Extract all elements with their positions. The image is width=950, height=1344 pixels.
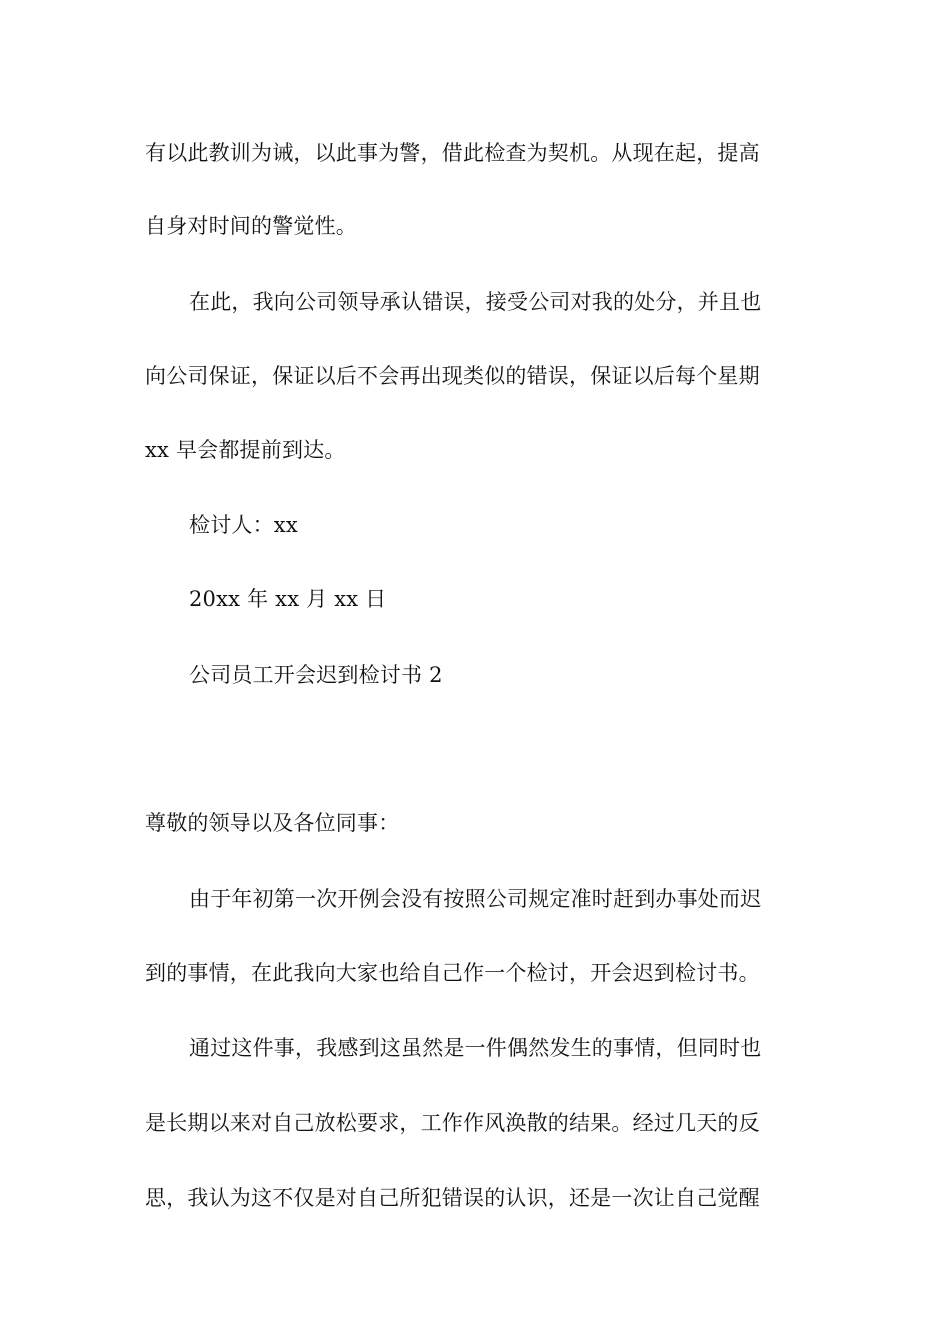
signature-author: 检讨人：xx (189, 513, 298, 537)
paragraph-start-line: 在此，我向公司领导承认错误，接受公司对我的处分，并且也 (189, 290, 762, 314)
section-heading: 公司员工开会迟到检讨书 2 (189, 663, 443, 687)
body-text-line: 自身对时间的警觉性。 (145, 214, 357, 238)
body-text-line: 到的事情，在此我向大家也给自己作一个检讨，开会迟到检讨书。 (145, 961, 760, 985)
paragraph-start-line: 通过这件事，我感到这虽然是一件偶然发生的事情，但同时也 (189, 1036, 762, 1060)
paragraph-start-line: 由于年初第一次开例会没有按照公司规定准时赶到办事处而迟 (189, 887, 762, 911)
body-text-line: 向公司保证，保证以后不会再出现类似的错误，保证以后每个星期 (145, 364, 760, 388)
body-text-line: 是长期以来对自己放松要求，工作作风涣散的结果。经过几天的反 (145, 1111, 760, 1135)
body-text-line: 有以此教训为诫，以此事为警，借此检查为契机。从现在起，提高 (145, 141, 760, 165)
signature-date: 20xx 年 xx 月 xx 日 (189, 587, 387, 611)
body-text-line: xx 早会都提前到达。 (145, 438, 346, 462)
salutation: 尊敬的领导以及各位同事： (145, 811, 400, 835)
body-text-line: 思，我认为这不仅是对自己所犯错误的认识，还是一次让自己觉醒 (145, 1186, 760, 1210)
